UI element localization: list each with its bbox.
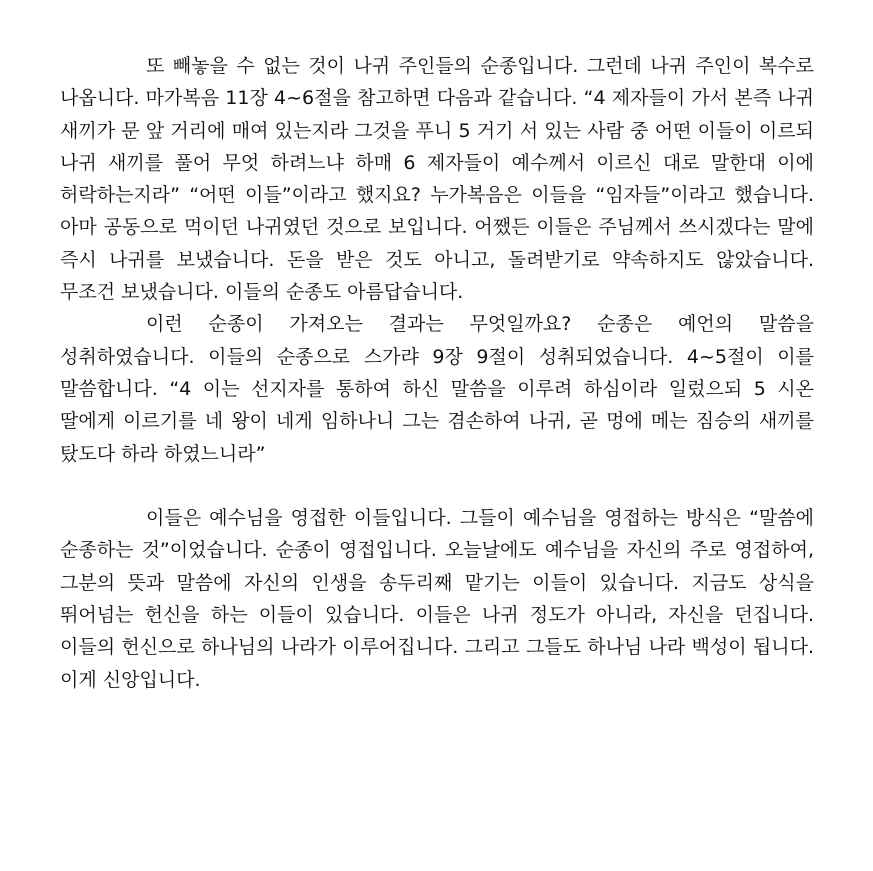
paragraph-obedience-of-owners: 또 빼놓을 수 없는 것이 나귀 주인들의 순종입니다. 그런데 나귀 주인이 복수로 나옵니다. 마가복음 11장 4~6절을 참고하면 다음과 같습니다. “4 제자들이 가서 본즉 나귀 새끼가 문 앞 거리에 매여 있는지라 그것을 푸니 5 거기 서 있는 사람 중 어떤 이들이 이르되 나귀 새끼를 풀어 무엇 하려느냐 하매 6 제자들이 예수께서 이르신 대로 말한대 이에 허락하는지라” “어떤 이들”이라고 했지요? 누가복음은 이들을 “임자들”이라고 했습니다. 아마 공동으로 먹이던 나귀였던 것으로 보입니다. 어쨌든 이들은 주님께서 쓰시겠다는 말에 즉시 나귀를 보냈습니다. 돈을 받은 것도 아니고, 돌려받기로 약속하지도 않았습니다. 무조건 보냈습니다. 이들의 순종도 아름답습니다.	[60, 55, 814, 304]
paragraph-spacer	[60, 470, 814, 502]
document-body	[60, 50, 814, 696]
paragraph-receiving-jesus: 이들은 예수님을 영접한 이들입니다. 그들이 예수님을 영접하는 방식은 “말씀에 순종하는 것”이었습니다. 순종이 영접입니다. 오늘날에도 예수님을 자신의 주로 영접하여, 그분의 뜻과 말씀에 자신의 인생을 송두리째 맡기는 이들이 있습니다. 지금도 상식을 뛰어넘는 헌신을 하는 이들이 있습니다. 이들은 나귀 정도가 아니라, 자신을 던집니다. 이들의 헌신으로 하나님의 나라가 이루어집니다. 그리고 그들도 하나님 나라 백성이 됩니다. 이게 신앙입니다.	[60, 507, 814, 691]
paragraph-result-of-obedience: 이런 순종이 가져오는 결과는 무엇일까요? 순종은 예언의 말씀을 성취하였습니다. 이들의 순종으로 스가랴 9장 9절이 성취되었습니다. 4~5절이 이를 말씀합니다. “4 이는 선지자를 통하여 하신 말씀을 이루려 하심이라 일렀으되 5 시온 딸에게 이르기를 네 왕이 네게 임하나니 그는 겸손하여 나귀, 곧 멍에 메는 짐승의 새끼를 탔도다 하라 하였느니라”	[60, 313, 814, 465]
